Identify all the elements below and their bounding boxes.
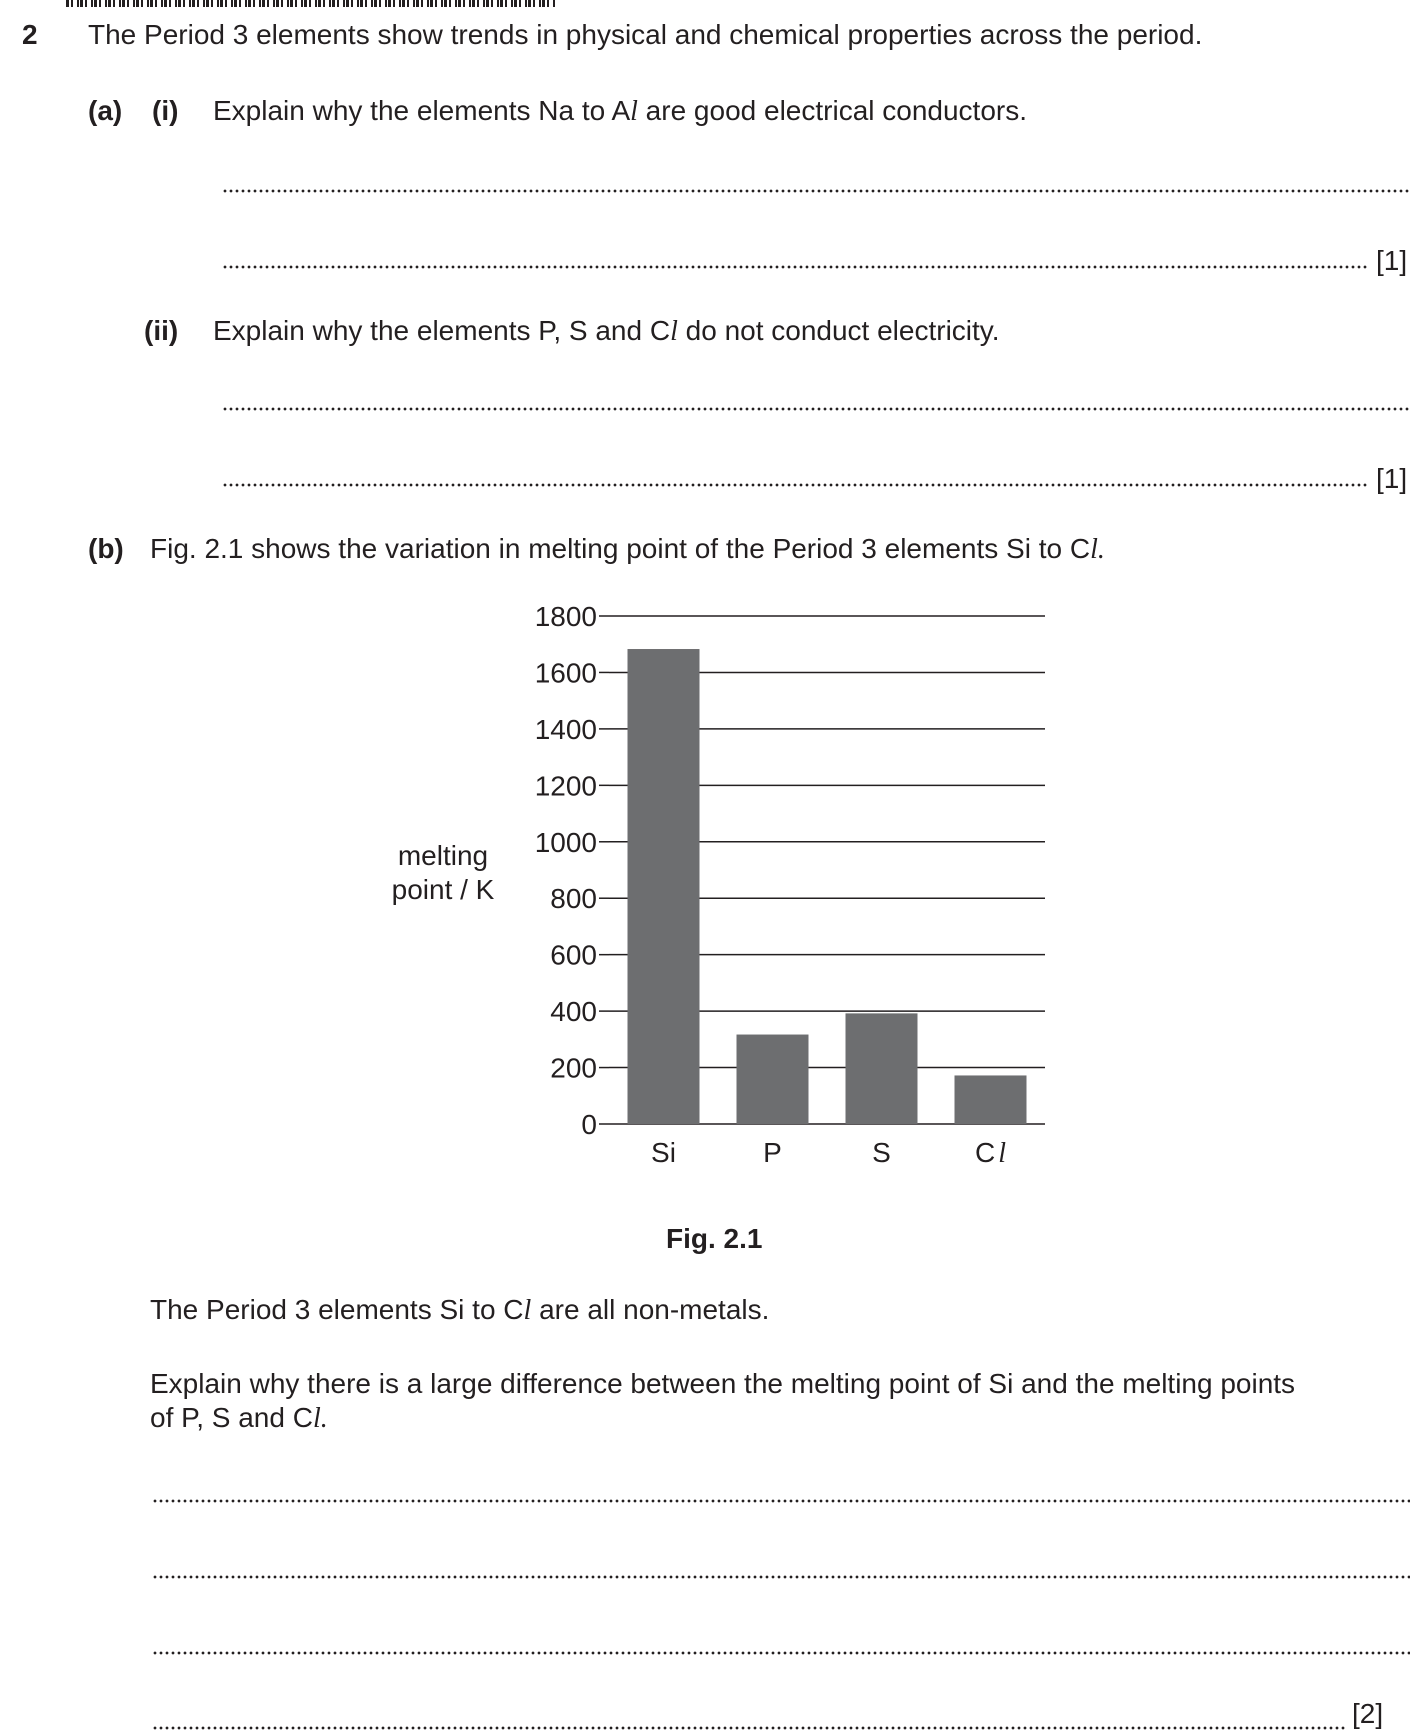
y-tick-label: 1200 bbox=[534, 770, 597, 802]
answer-line[interactable] bbox=[152, 1651, 1410, 1655]
y-tick-label: 1400 bbox=[534, 713, 597, 745]
y-tick-label: 1800 bbox=[534, 601, 597, 632]
y-tick-label: 800 bbox=[550, 883, 597, 915]
answer-line[interactable] bbox=[152, 1575, 1410, 1579]
x-tick-label: S bbox=[872, 1137, 891, 1168]
marks-label: [2] bbox=[1352, 1698, 1384, 1729]
answer-line[interactable] bbox=[152, 1726, 1346, 1730]
part-a-label: (a) bbox=[88, 95, 123, 126]
y-tick-label: 0 bbox=[581, 1109, 597, 1140]
part-a-ii-label: (ii) bbox=[144, 315, 179, 346]
y-axis-label: melting bbox=[397, 840, 489, 871]
part-b-statement: The Period 3 elements Si to Cl are all non-metals. bbox=[150, 1294, 770, 1326]
bar-p bbox=[737, 1035, 809, 1124]
part-a-i-label: (i) bbox=[152, 95, 179, 126]
x-tick-label: C l bbox=[974, 1137, 1007, 1169]
part-b-question-line-1: Explain why there is a large difference between the melting point of Si and the melting points bbox=[150, 1368, 1296, 1399]
x-tick-label: P bbox=[763, 1137, 782, 1168]
part-b-intro: Fig. 2.1 shows the variation in melting point of the Period 3 elements Si to Cl. bbox=[150, 533, 1105, 565]
y-axis-label: point / K bbox=[391, 874, 495, 905]
bar-s bbox=[846, 1013, 918, 1124]
y-tick-label: 600 bbox=[550, 939, 597, 971]
answer-line[interactable] bbox=[152, 1499, 1410, 1503]
part-b-question-line-2: of P, S and Cl. bbox=[150, 1402, 328, 1434]
y-tick-label: 1600 bbox=[534, 657, 597, 689]
x-tick-label: Si bbox=[651, 1137, 676, 1168]
part-a-ii-question: Explain why the elements P, S and Cl do not conduct electricity. bbox=[213, 315, 1000, 347]
y-tick-label: 400 bbox=[550, 996, 597, 1028]
marks-label: [1] bbox=[1376, 463, 1408, 494]
y-tick-label: 200 bbox=[550, 1052, 597, 1084]
y-tick-label: 1000 bbox=[534, 826, 597, 858]
marks-label: [1] bbox=[1376, 245, 1408, 276]
bar-cl bbox=[955, 1075, 1027, 1124]
figure-caption: Fig. 2.1 bbox=[666, 1223, 763, 1254]
question-stem: The Period 3 elements show trends in physical and chemical properties across the period. bbox=[88, 19, 1203, 50]
question-number: 2 bbox=[22, 19, 38, 50]
part-b-label: (b) bbox=[88, 533, 124, 564]
part-a-i-question: Explain why the elements Na to Al are good electrical conductors. bbox=[213, 95, 1028, 127]
bar-si bbox=[628, 649, 700, 1124]
